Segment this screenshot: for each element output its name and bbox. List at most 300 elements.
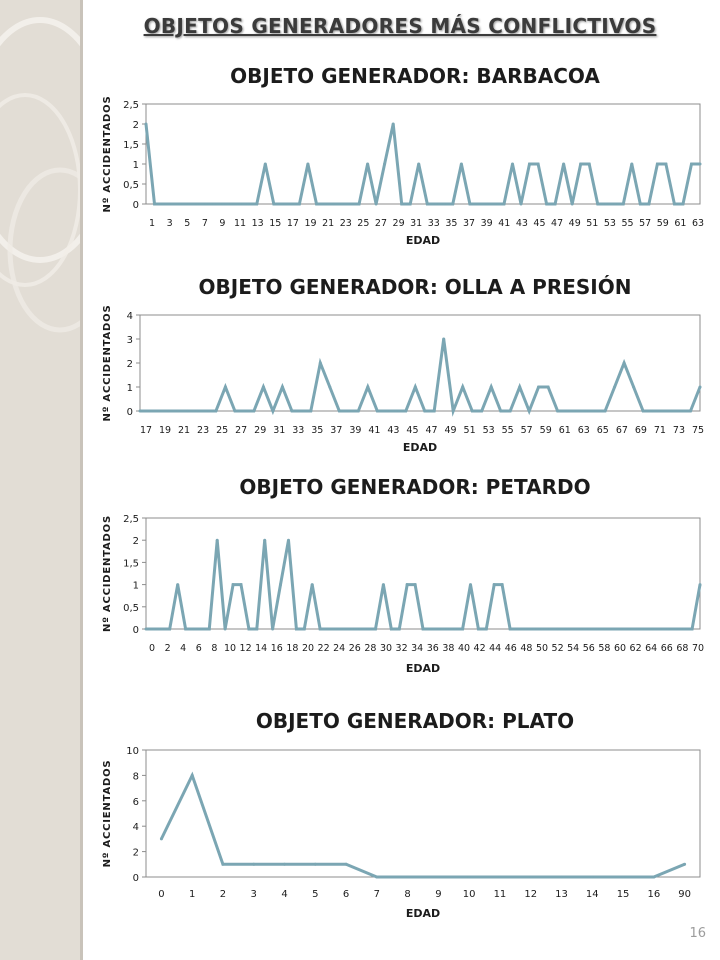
x-tick-label: 60 xyxy=(613,643,627,654)
x-tick-label: 45 xyxy=(533,218,546,229)
data-point xyxy=(395,410,398,413)
data-point xyxy=(328,386,331,389)
data-point xyxy=(588,628,591,631)
data-point xyxy=(445,628,448,631)
x-tick-label: 5 xyxy=(184,218,191,229)
data-point xyxy=(255,203,258,206)
x-tick-label: 18 xyxy=(286,643,299,654)
data-point xyxy=(170,203,173,206)
x-tick-label: 50 xyxy=(535,643,549,654)
x-tick-label: 37 xyxy=(462,218,476,229)
series-line xyxy=(161,775,684,877)
data-point xyxy=(537,163,540,166)
data-point xyxy=(437,876,440,879)
data-point xyxy=(691,628,694,631)
data-point xyxy=(493,583,496,586)
data-point xyxy=(613,203,616,206)
chart-title: OBJETO GENERADOR: OLLA A PRESIÓN xyxy=(198,275,632,299)
data-point xyxy=(461,628,464,631)
x-tick-label: 42 xyxy=(473,643,486,654)
data-point xyxy=(605,203,608,206)
x-tick-label: 14 xyxy=(585,889,599,900)
x-tick-label: 45 xyxy=(406,425,419,436)
data-point xyxy=(433,410,436,413)
data-point xyxy=(375,203,378,206)
data-point xyxy=(451,203,454,206)
data-point xyxy=(471,410,474,413)
x-tick-label: 61 xyxy=(674,218,687,229)
x-tick-label: 54 xyxy=(567,643,580,654)
data-point xyxy=(334,628,337,631)
x-tick-label: 15 xyxy=(269,218,282,229)
data-point xyxy=(300,410,303,413)
x-tick-label: 35 xyxy=(311,425,324,436)
data-point xyxy=(434,203,437,206)
data-point xyxy=(485,203,488,206)
data-point xyxy=(642,410,645,413)
y-tick-label: 4 xyxy=(126,311,133,322)
data-point xyxy=(623,362,626,365)
data-point xyxy=(417,163,420,166)
data-point xyxy=(509,410,512,413)
x-tick-label: 55 xyxy=(501,425,514,436)
x-tick-label: 40 xyxy=(457,643,471,654)
x-tick-label: 13 xyxy=(251,218,264,229)
x-tick-label: 28 xyxy=(364,643,377,654)
x-tick-label: 33 xyxy=(292,425,305,436)
data-point xyxy=(477,203,480,206)
x-tick-label: 69 xyxy=(634,425,647,436)
data-point xyxy=(494,203,497,206)
x-tick-label: 47 xyxy=(551,218,564,229)
data-point xyxy=(528,410,531,413)
y-tick-label: 0,5 xyxy=(123,602,139,614)
data-point xyxy=(295,628,298,631)
data-point xyxy=(382,583,385,586)
data-point xyxy=(349,203,352,206)
data-point xyxy=(332,203,335,206)
data-point xyxy=(247,203,250,206)
x-tick-label: 39 xyxy=(349,425,362,436)
data-point xyxy=(661,410,664,413)
data-point xyxy=(221,203,224,206)
x-tick-label: 12 xyxy=(524,889,538,900)
data-point xyxy=(200,628,203,631)
data-point xyxy=(414,583,417,586)
data-point xyxy=(529,876,532,879)
x-tick-label: 52 xyxy=(551,643,564,654)
x-tick-label: 3 xyxy=(166,218,173,229)
y-axis-label: Nº ACCIDENTADOS xyxy=(102,304,113,422)
data-point xyxy=(664,163,667,166)
x-tick-label: 57 xyxy=(639,218,652,229)
data-point xyxy=(632,386,635,389)
data-point xyxy=(162,203,165,206)
data-point xyxy=(554,203,557,206)
y-axis-label: Nº ACCIENTADOS xyxy=(102,759,113,868)
x-tick-label: 4 xyxy=(180,643,187,654)
data-point xyxy=(204,203,207,206)
data-point xyxy=(518,386,521,389)
y-tick-label: 2 xyxy=(132,120,139,131)
data-point xyxy=(392,123,395,126)
data-point xyxy=(423,410,426,413)
x-tick-label: 7 xyxy=(201,218,208,229)
data-point xyxy=(690,163,693,166)
y-tick-label: 8 xyxy=(132,771,139,783)
data-point xyxy=(271,410,274,413)
x-tick-label: 39 xyxy=(480,218,493,229)
x-tick-label: 25 xyxy=(357,218,370,229)
data-point xyxy=(358,203,361,206)
data-point xyxy=(309,410,312,413)
data-point xyxy=(342,628,345,631)
y-tick-label: 1 xyxy=(132,160,139,171)
data-point xyxy=(452,410,455,413)
data-point xyxy=(153,203,156,206)
y-tick-label: 0,5 xyxy=(123,180,139,191)
data-point xyxy=(287,539,290,542)
data-point xyxy=(680,410,683,413)
x-tick-label: 11 xyxy=(234,218,247,229)
x-tick-label: 59 xyxy=(656,218,669,229)
data-point xyxy=(548,628,551,631)
data-point xyxy=(160,628,163,631)
data-point xyxy=(564,628,567,631)
data-point xyxy=(619,628,622,631)
data-point xyxy=(179,203,182,206)
data-point xyxy=(283,863,286,866)
y-tick-label: 6 xyxy=(132,796,139,808)
data-point xyxy=(622,876,625,879)
data-point xyxy=(303,628,306,631)
data-point xyxy=(374,628,377,631)
data-point xyxy=(461,386,464,389)
data-point xyxy=(575,410,578,413)
data-point xyxy=(186,410,189,413)
x-tick-label: 5 xyxy=(312,889,319,900)
data-point xyxy=(468,203,471,206)
x-tick-label: 16 xyxy=(270,643,283,654)
data-point xyxy=(289,203,292,206)
data-point xyxy=(145,628,148,631)
series-line xyxy=(146,540,700,629)
chart-title: OBJETO GENERADOR: PLATO xyxy=(255,709,575,733)
x-tick-label: 19 xyxy=(158,425,172,436)
data-point xyxy=(547,386,550,389)
x-tick-label: 29 xyxy=(392,218,405,229)
data-point xyxy=(192,628,195,631)
chart-title: OBJETO GENERADOR: PETARDO xyxy=(239,475,591,499)
x-tick-label: 43 xyxy=(387,425,400,436)
data-point xyxy=(422,628,425,631)
data-point xyxy=(158,410,161,413)
data-point xyxy=(509,628,512,631)
data-point xyxy=(366,163,369,166)
y-tick-label: 0 xyxy=(132,873,139,884)
series-line xyxy=(140,339,700,411)
data-point xyxy=(453,628,456,631)
data-point xyxy=(205,410,208,413)
data-point xyxy=(243,410,246,413)
data-point xyxy=(596,203,599,206)
x-tick-label: 66 xyxy=(660,643,673,654)
data-point xyxy=(311,583,314,586)
x-tick-label: 2 xyxy=(164,643,171,654)
data-point xyxy=(566,410,569,413)
data-point xyxy=(319,362,322,365)
data-point xyxy=(214,410,217,413)
data-point xyxy=(196,203,199,206)
data-point xyxy=(358,628,361,631)
data-point xyxy=(385,410,388,413)
x-tick-label: 51 xyxy=(586,218,599,229)
data-point xyxy=(651,628,654,631)
data-point xyxy=(699,163,702,166)
x-tick-label: 46 xyxy=(504,643,517,654)
x-tick-label: 31 xyxy=(410,218,423,229)
data-point xyxy=(184,628,187,631)
y-axis-label: Nº ACCIDENTADOS xyxy=(102,95,113,213)
x-tick-label: 27 xyxy=(374,218,388,229)
data-point xyxy=(675,628,678,631)
data-point xyxy=(255,628,258,631)
x-tick-label: 61 xyxy=(558,425,571,436)
x-tick-label: 8 xyxy=(404,889,411,900)
x-tick-label: 67 xyxy=(615,425,628,436)
data-point xyxy=(230,203,233,206)
data-point xyxy=(404,410,407,413)
data-point xyxy=(426,203,429,206)
sidebar-edge xyxy=(80,0,83,960)
data-point xyxy=(262,386,265,389)
data-point xyxy=(406,876,409,879)
data-point xyxy=(345,863,348,866)
data-point xyxy=(647,203,650,206)
data-point xyxy=(591,876,594,879)
data-point xyxy=(240,583,243,586)
data-point xyxy=(556,410,559,413)
x-tick-label: 0 xyxy=(148,643,156,654)
x-tick-label: 11 xyxy=(493,889,507,900)
decorative-rings xyxy=(0,0,80,960)
x-tick-label: 1 xyxy=(188,889,196,900)
data-point xyxy=(139,410,142,413)
data-point xyxy=(613,386,616,389)
data-point xyxy=(216,539,219,542)
x-tick-label: 73 xyxy=(672,425,686,436)
x-tick-label: 10 xyxy=(223,643,237,654)
plot-area xyxy=(146,750,700,877)
y-tick-label: 2,5 xyxy=(123,514,139,525)
x-axis-label: EDAD xyxy=(405,234,441,247)
data-point xyxy=(594,410,597,413)
data-point xyxy=(443,203,446,206)
data-point xyxy=(281,203,284,206)
x-tick-label: 9 xyxy=(435,889,442,900)
data-point xyxy=(366,386,369,389)
x-tick-label: 23 xyxy=(197,425,210,436)
data-point xyxy=(414,386,417,389)
x-tick-label: 41 xyxy=(498,218,511,229)
data-point xyxy=(233,410,236,413)
x-tick-label: 27 xyxy=(235,425,248,436)
data-point xyxy=(611,628,614,631)
x-tick-label: 34 xyxy=(411,643,424,654)
x-tick-label: 62 xyxy=(629,643,642,654)
x-tick-label: 30 xyxy=(379,643,393,654)
x-tick-label: 19 xyxy=(304,218,317,229)
x-tick-label: 16 xyxy=(647,889,661,900)
x-tick-label: 17 xyxy=(139,425,153,436)
x-tick-label: 59 xyxy=(539,425,552,436)
data-point xyxy=(579,163,582,166)
data-point xyxy=(429,628,432,631)
data-point xyxy=(537,386,540,389)
data-point xyxy=(469,583,472,586)
data-point xyxy=(499,410,502,413)
x-axis-label: EDAD xyxy=(402,441,438,454)
data-point xyxy=(232,583,235,586)
data-point xyxy=(224,628,227,631)
data-point xyxy=(224,386,227,389)
x-tick-label: 6 xyxy=(342,889,350,900)
data-point xyxy=(341,203,344,206)
data-point xyxy=(252,863,255,866)
data-point xyxy=(398,628,401,631)
data-point xyxy=(511,163,514,166)
data-point xyxy=(682,203,685,206)
data-point xyxy=(667,628,670,631)
data-point xyxy=(517,628,520,631)
y-tick-label: 1,5 xyxy=(123,558,139,570)
x-tick-label: 1 xyxy=(148,218,156,229)
x-tick-label: 57 xyxy=(520,425,533,436)
data-point xyxy=(588,163,591,166)
x-tick-label: 25 xyxy=(216,425,229,436)
y-tick-label: 1 xyxy=(132,580,139,592)
data-point xyxy=(622,203,625,206)
data-point xyxy=(252,410,255,413)
data-point xyxy=(406,583,409,586)
data-point xyxy=(238,203,241,206)
x-tick-label: 47 xyxy=(425,425,438,436)
y-tick-label: 0 xyxy=(126,407,133,418)
x-tick-label: 0 xyxy=(158,889,165,900)
data-point xyxy=(520,203,523,206)
data-point xyxy=(213,203,216,206)
data-point xyxy=(480,410,483,413)
data-point xyxy=(314,863,317,866)
data-point xyxy=(324,203,327,206)
data-point xyxy=(580,628,583,631)
data-point xyxy=(290,410,293,413)
x-tick-label: 10 xyxy=(462,889,476,900)
data-point xyxy=(264,163,267,166)
data-point xyxy=(532,628,535,631)
y-tick-label: 2,5 xyxy=(123,100,139,111)
data-point xyxy=(490,386,493,389)
y-tick-label: 4 xyxy=(132,822,139,834)
x-tick-label: 29 xyxy=(254,425,267,436)
y-tick-label: 3 xyxy=(126,335,133,346)
data-point xyxy=(357,410,360,413)
x-tick-label: 13 xyxy=(555,889,568,900)
data-point xyxy=(375,876,378,879)
data-point xyxy=(562,163,565,166)
data-point xyxy=(652,876,655,879)
data-point xyxy=(327,628,330,631)
y-tick-label: 2 xyxy=(132,536,139,548)
data-point xyxy=(651,410,654,413)
x-tick-label: 44 xyxy=(489,643,502,654)
x-tick-label: 2 xyxy=(219,889,227,900)
data-point xyxy=(176,583,179,586)
data-point xyxy=(442,338,445,341)
data-point xyxy=(639,203,642,206)
x-tick-label: 90 xyxy=(678,889,691,900)
x-tick-label: 63 xyxy=(691,218,705,229)
x-tick-label: 70 xyxy=(691,643,705,654)
x-tick-label: 6 xyxy=(195,643,202,654)
y-tick-label: 0 xyxy=(132,200,139,211)
data-point xyxy=(477,628,480,631)
data-point xyxy=(376,410,379,413)
data-point xyxy=(683,863,686,866)
x-tick-label: 58 xyxy=(598,643,611,654)
y-tick-label: 0 xyxy=(132,625,139,636)
x-tick-label: 49 xyxy=(444,425,457,436)
data-point xyxy=(501,583,504,586)
data-point xyxy=(347,410,350,413)
data-point xyxy=(409,203,412,206)
data-point xyxy=(208,628,211,631)
data-point xyxy=(247,628,250,631)
data-point xyxy=(468,876,471,879)
x-tick-label: 65 xyxy=(596,425,609,436)
x-tick-label: 53 xyxy=(603,218,616,229)
x-tick-label: 71 xyxy=(653,425,666,436)
data-point xyxy=(485,628,488,631)
x-tick-label: 37 xyxy=(330,425,343,436)
data-point xyxy=(635,628,638,631)
x-tick-label: 36 xyxy=(426,643,439,654)
data-point xyxy=(263,539,266,542)
data-point xyxy=(152,628,155,631)
data-point xyxy=(221,863,224,866)
x-tick-label: 51 xyxy=(463,425,476,436)
data-point xyxy=(350,628,353,631)
data-point xyxy=(524,628,527,631)
data-point xyxy=(400,203,403,206)
y-tick-label: 10 xyxy=(126,746,139,757)
x-tick-label: 21 xyxy=(322,218,335,229)
y-tick-label: 2 xyxy=(126,359,133,370)
data-point xyxy=(271,628,274,631)
x-tick-label: 41 xyxy=(368,425,381,436)
data-point xyxy=(643,628,646,631)
x-axis-label: EDAD xyxy=(405,907,441,920)
chart-title: OBJETO GENERADOR: BARBACOA xyxy=(230,64,600,88)
x-tick-label: 7 xyxy=(373,889,381,900)
x-tick-label: 26 xyxy=(348,643,361,654)
decorative-sidebar xyxy=(0,0,80,960)
data-point xyxy=(556,628,559,631)
data-point xyxy=(390,628,393,631)
data-point xyxy=(656,163,659,166)
data-point xyxy=(315,203,318,206)
x-tick-label: 55 xyxy=(621,218,634,229)
